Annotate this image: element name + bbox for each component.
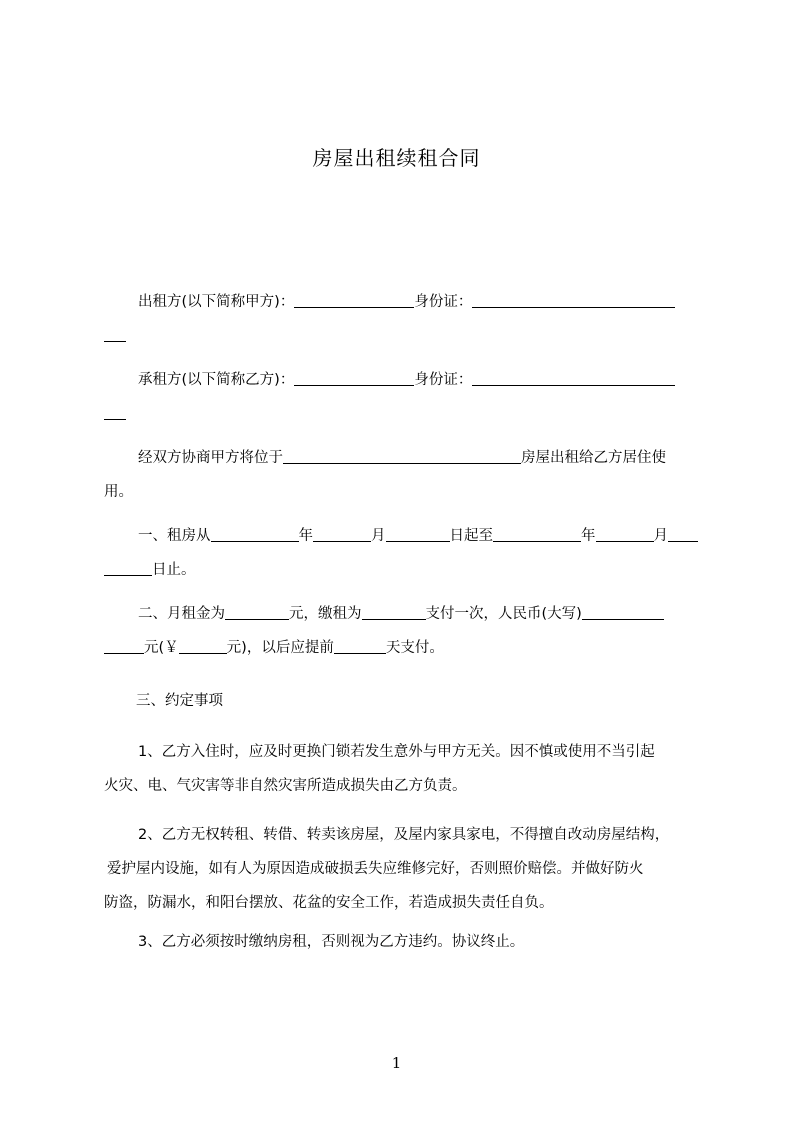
rent-days-pay-label: 天支付。 <box>385 640 444 656</box>
rent-yuan-paren-close: 元)，以后应提前 <box>226 640 334 656</box>
term-from-label: 日起至 <box>449 528 493 544</box>
term-item-1 <box>104 735 704 803</box>
rent-prefix: 二、月租金为 <box>138 606 225 622</box>
lessee-id-blank-cont <box>104 405 126 420</box>
monthly-rent-blank <box>225 605 289 620</box>
term-item-2-line-3: 防盗，防漏水，和阳台摆放、花盆的安全工作，若造成损失责任自负。 <box>104 895 554 911</box>
property-suffix: 房屋出租给乙方居住使 <box>521 450 666 466</box>
term-item-3-line-1: 3、乙方必须按时缴纳房租，否则视为乙方违约。协议终止。 <box>138 934 525 950</box>
end-day-blank <box>668 527 698 542</box>
term-end-year-label: 年 <box>581 528 596 544</box>
lessee-id-blank <box>472 371 675 386</box>
end-day-blank-cont <box>104 561 152 576</box>
lessor-id-label: 身份证： <box>414 294 473 310</box>
pay-interval-blank <box>362 605 426 620</box>
term-item-1-line-1: 1、乙方入住时，应及时更换门锁若发生意外与甲方无关。因不慎或使用不当引起 <box>138 744 655 760</box>
term-item-2 <box>104 818 704 920</box>
page-number: 1 <box>391 1054 402 1072</box>
lessee-paragraph <box>104 363 704 431</box>
lessor-label: 出租方(以下简称甲方)： <box>138 294 295 310</box>
term-item-2-line-1: 2、乙方无权转租、转借、转卖该房屋，及屋内家具家电，不得擅自改动房屋结构， <box>138 827 670 843</box>
rmb-amount-blank <box>179 639 227 654</box>
rent-pay-once-label: 支付一次，人民币(大写) <box>425 606 582 622</box>
term-end-label: 日止。 <box>152 562 196 578</box>
lessee-label: 承租方(以下简称乙方)： <box>138 372 295 388</box>
property-suffix-end: 用。 <box>104 484 133 500</box>
rmb-upper-blank <box>582 605 664 620</box>
term-paragraph <box>104 519 704 587</box>
lessee-name-blank <box>294 371 414 386</box>
lessee-id-label: 身份证： <box>414 372 473 388</box>
term-item-2-line-2: 爱护屋内设施，如有人为原因造成破损丢失应维修完好，否则照价赔偿。并做好防火 <box>107 861 644 877</box>
term-item-1-line-2: 火灾、电、气灾害等非自然灾害所造成损失由乙方负责。 <box>104 778 467 794</box>
term-end-month-label: 月 <box>653 528 668 544</box>
lessor-paragraph <box>104 285 704 353</box>
term-year-label: 年 <box>298 528 313 544</box>
property-paragraph <box>104 441 704 509</box>
lessor-id-blank-cont <box>104 327 126 342</box>
lessor-name-blank <box>294 293 414 308</box>
term-item-3 <box>104 925 704 959</box>
rent-paragraph <box>104 597 704 665</box>
term-prefix: 一、租房从 <box>138 528 211 544</box>
property-prefix: 经双方协商甲方将位于 <box>138 450 283 466</box>
rent-yuan-label: 元，缴租为 <box>289 606 362 622</box>
start-year-blank <box>211 527 299 542</box>
page-title: 房屋出租续租合同 <box>312 146 481 170</box>
end-year-blank <box>493 527 581 542</box>
start-month-blank <box>313 527 371 542</box>
lessor-id-blank <box>472 293 675 308</box>
rent-yuan-paren-open: 元(￥ <box>144 640 179 656</box>
property-address-blank <box>283 449 521 464</box>
rmb-upper-blank-cont <box>104 639 144 654</box>
terms-heading: 三、约定事项 <box>136 693 223 709</box>
terms-heading-paragraph <box>104 684 704 718</box>
term-month-label: 月 <box>371 528 386 544</box>
end-month-blank <box>596 527 654 542</box>
start-day-blank <box>386 527 450 542</box>
advance-days-blank <box>334 639 386 654</box>
